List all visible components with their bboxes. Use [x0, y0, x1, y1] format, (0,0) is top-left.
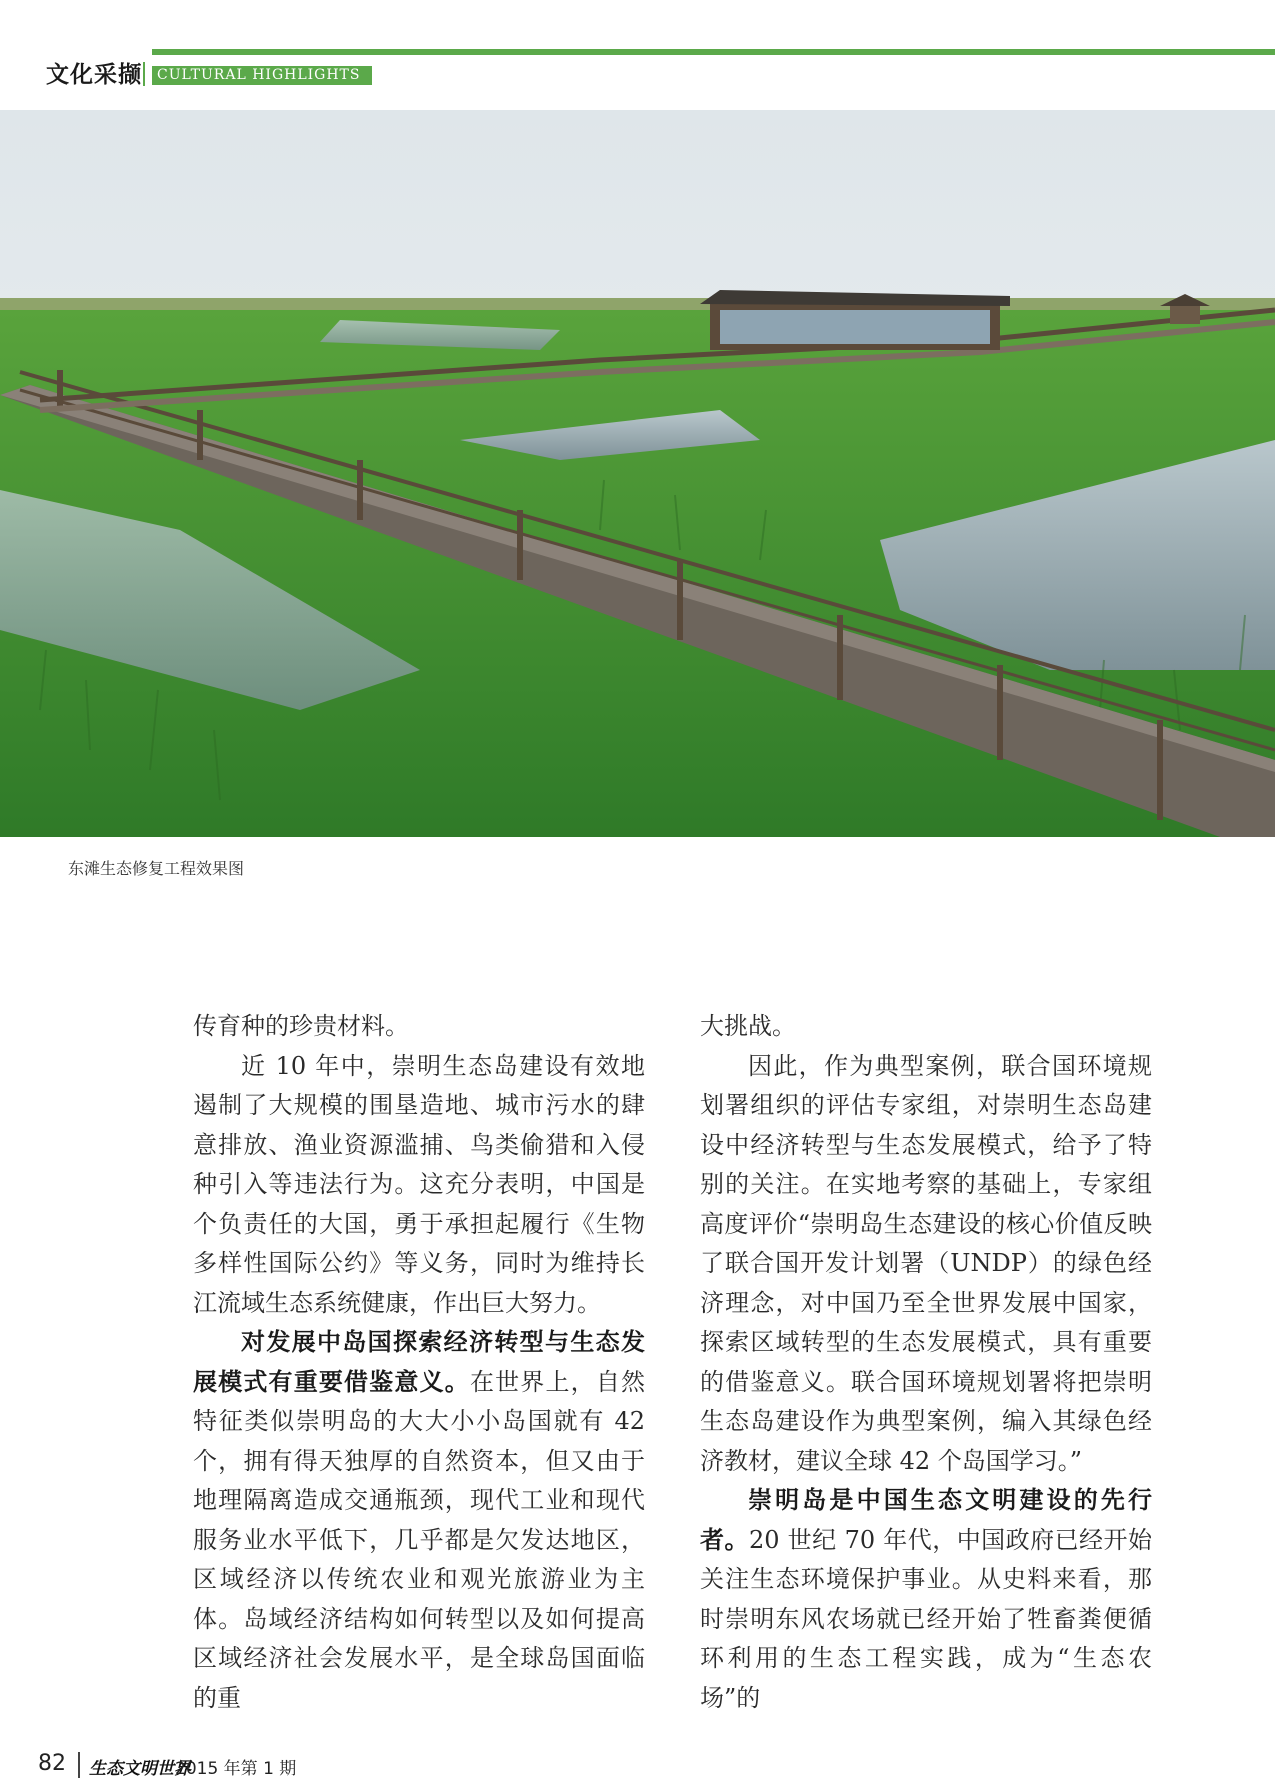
paragraph — [193, 1323, 645, 1718]
photo-caption: 东滩生态修复工程效果图 — [68, 859, 245, 878]
lead-sentence: 崇明岛是中国生态文明建设的先行者。 — [700, 1486, 1152, 1554]
page-number: 82 — [38, 1751, 66, 1776]
paragraph: 大挑战。 — [700, 1012, 796, 1040]
paragraph-text: 在世界上，自然特征类似崇明岛的大大小小岛国就有 42 个，拥有得天独厚的自然资本，但又由于地理隔离造成交通瓶颈，现代工业和现代服务业水平低下，几乎都是欠发达地区，区域经济以传统农业和观光旅游业为主体。岛域经济结构如何转型以及如何提高区域经济社会发展水平，是全球岛国面临的重 — [193, 1367, 646, 1712]
section-tag: CULTURAL HIGHLIGHTS — [152, 66, 372, 85]
paragraph: 传育种的珍贵材料。 — [193, 1012, 409, 1040]
paragraph: 近 10 年中，崇明生态岛建设有效地遏制了大规模的围垦造地、城市污水的肆意排放、渔业资源滥捕、鸟类偷猎和入侵种引入等违法行为。这充分表明，中国是个负责任的大国，勇于承担起履行《生物多样性国际公约》等义务，同时为维持长江流域生态系统健康，作出巨大努力。 — [193, 1051, 645, 1317]
paragraph-text: 20 世纪 70 年代，中国政府已经开始关注生态环境保护事业。从史料来看，那时崇明东风农场就已经开始了牲畜粪便循环利用的生态工程实践，成为“生态农场”的 — [700, 1525, 1153, 1712]
footer-divider — [78, 1752, 80, 1778]
header-divider — [143, 62, 145, 86]
magazine-logo: 生态文明世界 — [89, 1759, 191, 1779]
section-title: 文化采撷 — [46, 62, 142, 88]
paragraph — [700, 1481, 1152, 1718]
header-rule — [152, 49, 1275, 55]
wetland-photo — [0, 110, 1275, 837]
wetland-illustration — [0, 110, 1275, 837]
article-column-left — [193, 1007, 645, 1718]
article-column-right — [700, 1007, 1152, 1718]
paragraph: 因此，作为典型案例，联合国环境规划署组织的评估专家组，对崇明生态岛建设中经济转型与生态发展模式，给予了特别的关注。在实地考察的基础上，专家组高度评价“崇明岛生态建设的核心价值反映了联合国开发计划署（UNDP）的绿色经济理念，对中国乃至全世界发展中国家，探索区域转型的生态发展模式，具有重要的借鉴意义。联合国环境规划署将把崇明生态岛建设作为典型案例，编入其绿色经济教材，建议全球 42 个岛国学习。” — [700, 1051, 1152, 1475]
lead-sentence: 对发展中岛国探索经济转型与生态发展模式有重要借鉴意义。 — [193, 1328, 645, 1396]
issue-label: 2015 年第 1 期 — [175, 1759, 297, 1779]
